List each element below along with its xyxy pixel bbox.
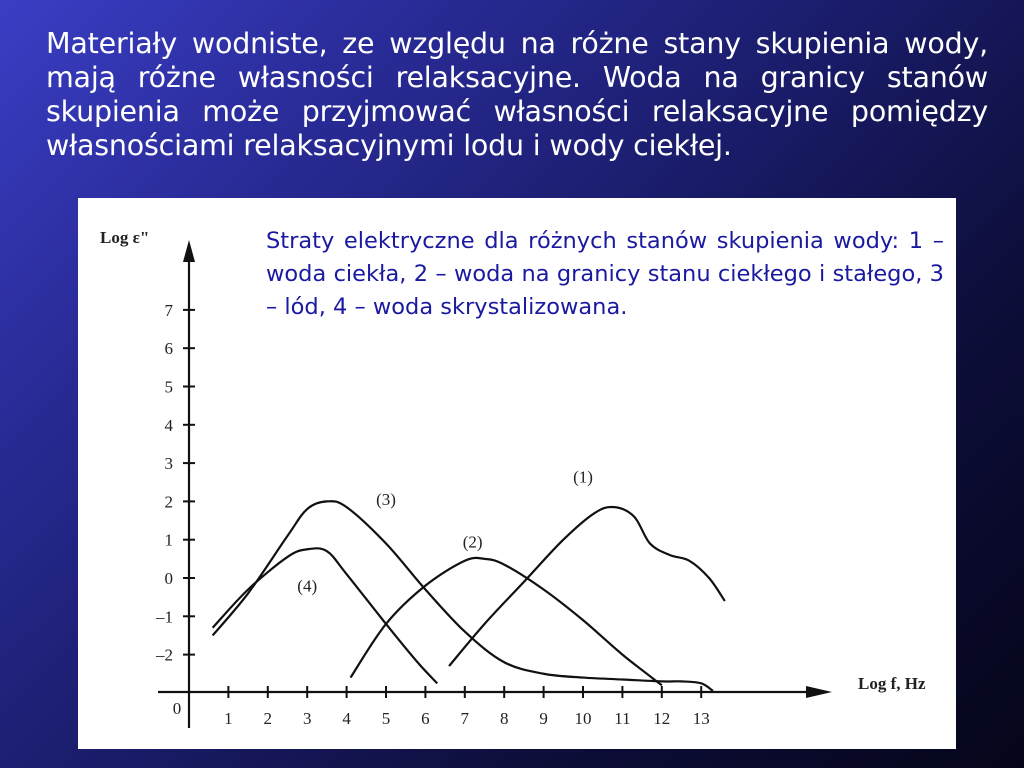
chart-ticks	[155, 301, 710, 728]
x-tick-label: 13	[692, 709, 710, 728]
y-tick-label: 7	[164, 300, 173, 320]
slide-body-text: Materiały wodniste, ze względu na różne stany skupienia wody, mają różne własności relaksacyjne. Woda na granicy stanów skupienia może przyjmować własności relaksacyjne pomiędzy własnościami relaksacyjnymi lodu i wody ciekłej.	[46, 27, 988, 162]
chart-series	[213, 501, 725, 691]
x-tick-label: 5	[381, 709, 391, 728]
y-tick-label: 6	[164, 339, 173, 359]
curve-label: (4)	[297, 576, 318, 596]
series-line-1	[449, 507, 725, 666]
y-tick-label: –2	[156, 645, 173, 665]
y-tick-label: 1	[164, 530, 173, 550]
x-tick-label: 10	[574, 709, 592, 728]
x-tick-label: 4	[342, 709, 351, 728]
curve-label: (3)	[376, 490, 396, 510]
x-tick-label: 6	[421, 709, 430, 728]
x-tick-label: 12	[653, 709, 671, 728]
series-line-3	[213, 501, 713, 691]
x-tick-label: 9	[539, 709, 548, 728]
curve-label: (1)	[573, 467, 593, 487]
figure-caption: Straty elektryczne dla różnych stanów skupienia wody: 1 – woda ciekła, 2 – woda na granicy stanu ciekłego i stałego, 3 – lód, 4 – woda skrystalizowana.	[266, 228, 944, 320]
x-tick-label: 2	[263, 709, 273, 728]
y-tick-label: 5	[164, 377, 173, 397]
y-tick-label: 2	[164, 492, 173, 512]
x-axis-arrow	[806, 686, 832, 698]
x-axis-label: Log f, Hz	[858, 674, 926, 693]
y-tick-label: 4	[164, 415, 173, 435]
y-axis-arrow	[183, 240, 195, 262]
x-tick-label: 0	[172, 699, 182, 718]
x-tick-label: 3	[302, 709, 312, 728]
series-line-2	[351, 558, 662, 685]
x-tick-label: 7	[460, 709, 470, 728]
y-tick-label: –1	[156, 607, 173, 627]
y-axis-label: Log ε"	[100, 228, 150, 247]
y-tick-label: 3	[164, 454, 173, 474]
x-tick-label: 8	[499, 709, 509, 728]
x-tick-label: 1	[224, 709, 233, 728]
x-tick-label: 11	[614, 709, 631, 728]
curve-label: (2)	[462, 532, 483, 552]
series-line-4	[213, 548, 438, 683]
y-tick-label: 0	[164, 569, 173, 588]
